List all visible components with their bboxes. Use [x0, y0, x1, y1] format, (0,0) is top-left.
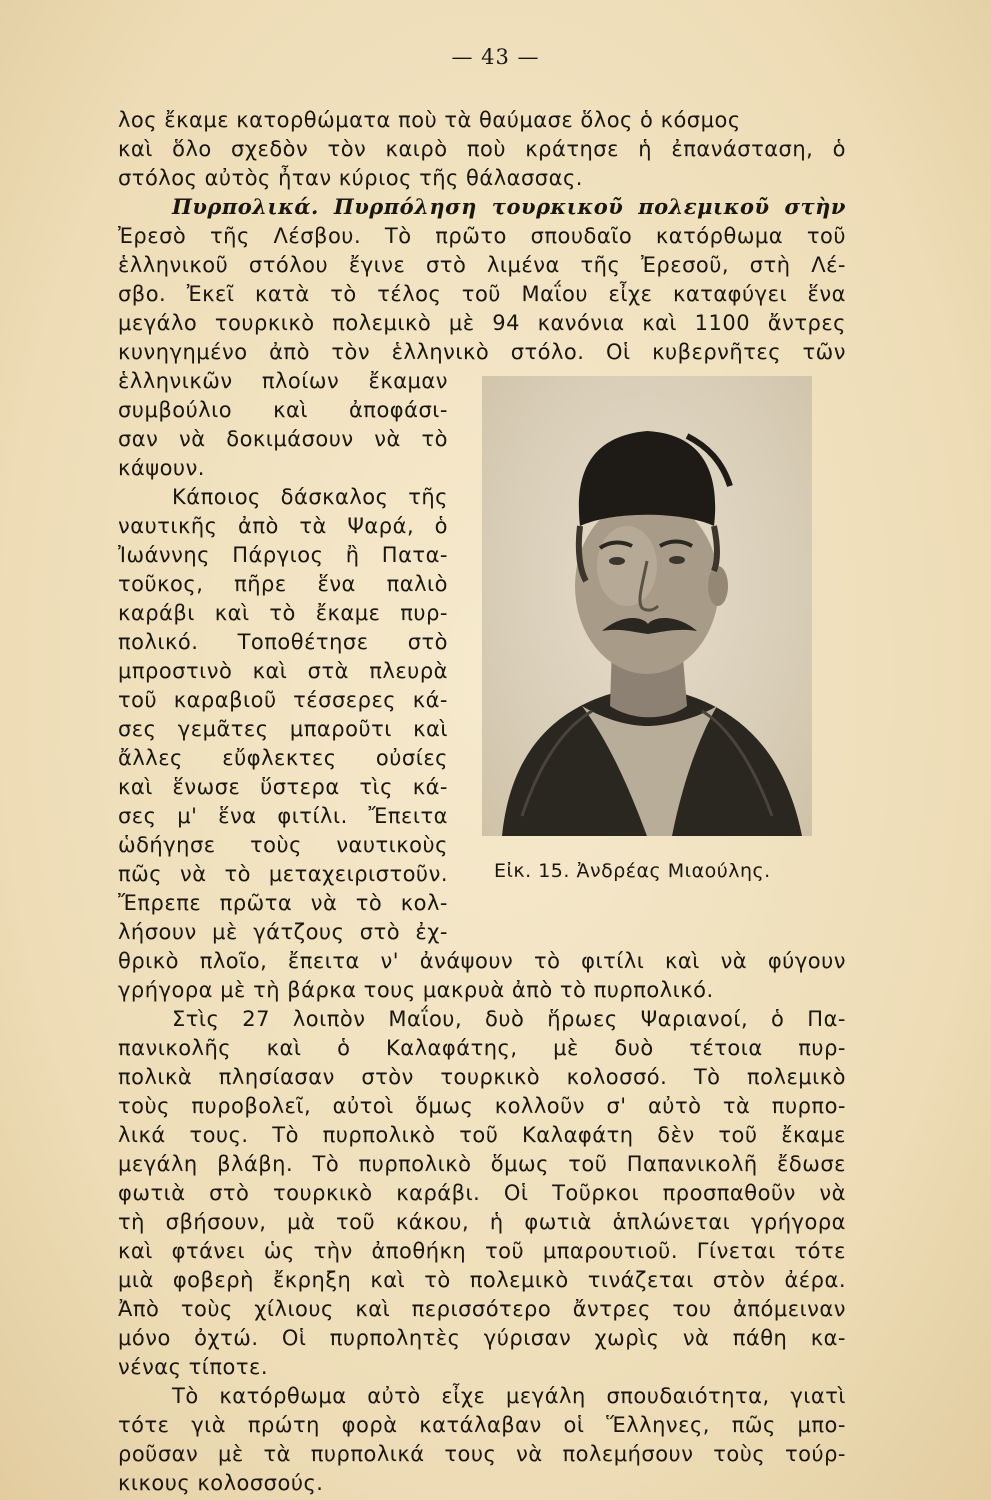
text-line: κυνηγημένο ἀπὸ τὸν ἑλληνικὸ στόλο. Οἱ κυβερνῆτες τῶν: [118, 340, 846, 364]
text-line: τότε γιὰ πρώτη φορὰ κατάλαβαν οἱ Ἕλληνες, πῶς μπο-: [118, 1413, 846, 1437]
text-line: μπροστινὸ καὶ στὰ πλευρὰ: [118, 659, 448, 683]
text-line: καράβι καὶ τὸ ἔκαμε πυρ-: [118, 601, 448, 625]
text-line: πολικό. Τοποθέτησε στὸ: [118, 630, 448, 654]
text-line: ἑλληνικοῦ στόλου ἔγινε στὸ λιμένα τῆς Ἐρεσοῦ, στὴ Λέ-: [118, 253, 846, 277]
text-line: σαν νὰ δοκιμάσουν νὰ τὸ: [118, 427, 448, 451]
text-line: γρήγορα μὲ τὴ βάρκα τους μακρυὰ ἀπὸ τὸ πυρπολικό.: [118, 978, 714, 1002]
text-line: θρικὸ πλοῖο, ἔπειτα ν' ἀνάψουν τὸ φιτίλι καὶ νὰ φύγουν: [118, 949, 846, 973]
text-line: στόλος αὐτὸς ἦταν κύριος τῆς θάλασσας.: [118, 166, 583, 190]
text-line: τοὺς πυροβολεῖ, αὐτοὶ ὅμως κολλοῦν σ' αὐτὸ τὰ πυρπο-: [118, 1094, 846, 1118]
text-line: φωτιὰ στὸ τουρκικὸ καράβι. Οἱ Τοῦρκοι προσπαθοῦν νὰ: [118, 1181, 846, 1205]
text-line: ἄλλες εὔφλεκτες οὐσίες: [118, 746, 448, 770]
text-line: λος ἔκαμε κατορθώματα ποὺ τὰ θαύμασε ὅλος ὁ κόσμος: [118, 108, 741, 132]
text-line: Τὸ κατόρθωμα αὐτὸ εἶχε μεγάλη σπουδαιότητα, γιατὶ: [172, 1384, 846, 1408]
text-line: Ἔπρεπε πρῶτα νὰ τὸ κολ-: [118, 891, 448, 915]
text-line: ὡδήγησε τοὺς ναυτικοὺς: [118, 833, 448, 857]
text-line: μιὰ φοβερὴ ἔκρηξη καὶ τὸ πολεμικὸ τινάζεται στὸν ἀέρα.: [118, 1268, 846, 1292]
text-line: Ἰωάννης Πάργιος ἢ Πατα-: [118, 543, 448, 567]
text-line: μεγάλο τουρκικὸ πολεμικὸ μὲ 94 κανόνια καὶ 1100 ἄντρες: [118, 311, 846, 335]
text-line: σες μ' ἕνα φιτίλι. Ἔπειτα: [118, 804, 448, 828]
page-number: — 43 —: [451, 45, 540, 69]
text-line: τοῦκος, πῆρε ἕνα παλιὸ: [118, 572, 448, 596]
section-heading: Πυρπολικά. Πυρπόληση τουρκικοῦ πολεμικοῦ στὴν: [172, 194, 846, 219]
text-line: τὴ σβήσουν, μὰ τοῦ κάκου, ἡ φωτιὰ ἁπλώνεται γρήγορα: [118, 1210, 846, 1234]
text-line: ροῦσαν μὲ τὰ πυρπολικά τους νὰ πολεμήσουν τοὺς τούρ-: [118, 1442, 846, 1466]
text-line: καὶ ὅλο σχεδὸν τὸν καιρὸ ποὺ κράτησε ἡ ἐπανάσταση, ὁ: [118, 137, 846, 161]
text-line: λήσουν μὲ γάτζους στὸ ἐχ-: [118, 920, 448, 944]
text-line: σβο. Ἐκεῖ κατὰ τὸ τέλος τοῦ Μαΐου εἶχε καταφύγει ἕνα: [118, 282, 846, 306]
text-line: ἑλληνικῶν πλοίων ἔκαμαν: [118, 369, 448, 393]
portrait-engraving: [482, 376, 812, 836]
text-line: Ἐρεσὸ τῆς Λέσβου. Τὸ πρῶτο σπουδαῖο κατόρθωμα τοῦ: [118, 224, 846, 248]
text-line: τοῦ καραβιοῦ τέσσερες κά-: [118, 688, 448, 712]
text-line: λικά τους. Τὸ πυρπολικὸ τοῦ Καλαφάτη δὲν τοῦ ἔκαμε: [118, 1123, 846, 1147]
text-line: σες γεμᾶτες μπαροῦτι καὶ: [118, 717, 448, 741]
text-line: μεγάλη βλάβη. Τὸ πυρπολικὸ ὅμως τοῦ Παπανικολῆ ἔδωσε: [118, 1152, 846, 1176]
text-line: ναυτικῆς ἀπὸ τὰ Ψαρά, ὁ: [118, 514, 448, 538]
text-line: καὶ ἕνωσε ὕστερα τὶς κά-: [118, 775, 448, 799]
text-line: πολικὰ πλησίασαν στὸν τουρκικὸ κολοσσό. Τὸ πολεμικὸ: [118, 1065, 846, 1089]
portrait-figure: [482, 376, 812, 836]
text-line: κικους κολοσσούς.: [118, 1471, 324, 1495]
figure-caption: Εἰκ. 15. Ἀνδρέας Μιαούλης.: [494, 860, 771, 882]
text-line: μόνο ὀχτώ. Οἱ πυρπολητὲς γύρισαν χωρὶς νὰ πάθη κα-: [118, 1326, 846, 1350]
text-line: συμβούλιο καὶ ἀποφάσι-: [118, 398, 448, 422]
text-line: καὶ φτάνει ὡς τὴν ἀποθήκη τοῦ μπαρουτιοῦ. Γίνεται τότε: [118, 1239, 846, 1263]
text-line: Κάποιος δάσκαλος τῆς: [172, 485, 448, 509]
text-line: πῶς νὰ τὸ μεταχειριστοῦν.: [118, 862, 448, 886]
text-line: Ἀπὸ τοὺς χίλιους καὶ περισσότερο ἄντρες του ἀπόμειναν: [118, 1297, 846, 1321]
text-line: κάψουν.: [118, 456, 205, 480]
text-line: νένας τίποτε.: [118, 1355, 269, 1379]
text-line: Στὶς 27 λοιπὸν Μαΐου, δυὸ ἥρωες Ψαριανοί, ὁ Πα-: [172, 1007, 846, 1031]
text-line: πανικολῆς καὶ ὁ Καλαφάτης, μὲ δυὸ τέτοια πυρ-: [118, 1036, 846, 1060]
